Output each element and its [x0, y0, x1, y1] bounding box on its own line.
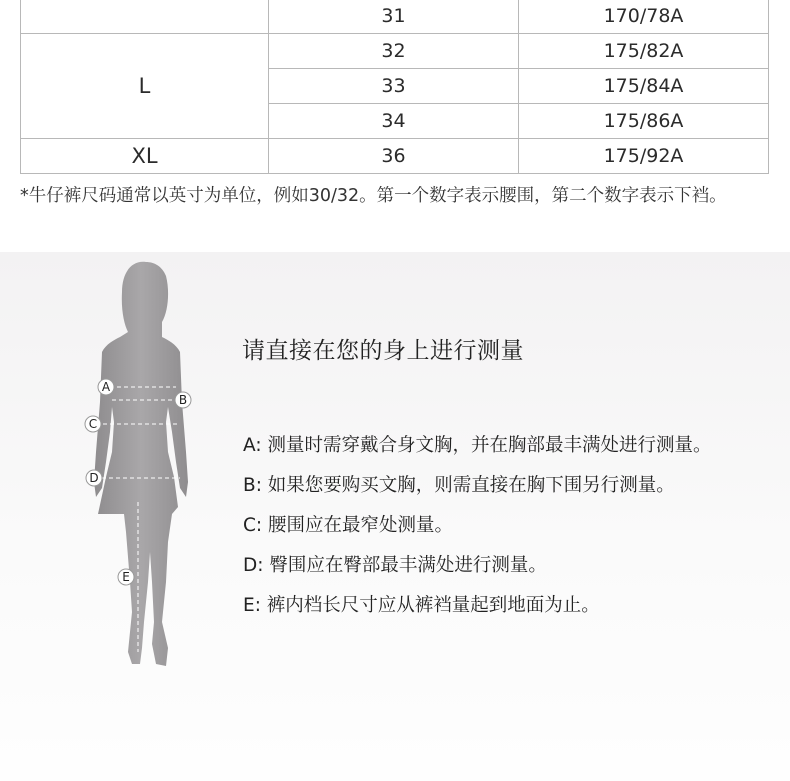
size-cell — [21, 0, 269, 34]
size-cell: L — [21, 34, 269, 139]
svg-text:B: B — [178, 393, 188, 407]
waist-cell: 31 — [269, 0, 519, 34]
size-table — [20, 0, 769, 174]
instruction-d: D: 臀围应在臀部最丰满处进行测量。 — [243, 555, 547, 576]
marker-d — [86, 470, 102, 486]
measurement-instructions — [243, 426, 711, 626]
marker-e — [118, 569, 134, 585]
guide-title: 请直接在您的身上进行测量 — [242, 338, 524, 364]
svg-text:A: A — [101, 380, 111, 394]
silhouette-head — [94, 262, 188, 666]
instruction-c: C: 腰围应在最窄处测量。 — [243, 515, 454, 536]
waist-cell: 34 — [269, 104, 519, 139]
table-row — [21, 34, 769, 69]
table-row — [21, 139, 769, 174]
body-silhouette-figure — [40, 252, 230, 692]
marker-a — [98, 379, 114, 395]
svg-text:D: D — [89, 471, 99, 485]
table-row — [21, 0, 769, 34]
marker-b — [175, 392, 191, 408]
marker-c — [85, 416, 101, 432]
height-cell: 175/82A — [519, 34, 769, 69]
svg-text:E: E — [122, 570, 130, 584]
svg-text:C: C — [88, 417, 98, 431]
height-cell: 175/84A — [519, 69, 769, 104]
height-cell: 170/78A — [519, 0, 769, 34]
instruction-e: E: 裤内档长尺寸应从裤裆量起到地面为止。 — [243, 595, 600, 616]
waist-cell: 33 — [269, 69, 519, 104]
measurement-guide-panel — [0, 252, 790, 781]
size-note: *牛仔裤尺码通常以英寸为单位，例如30/32。第一个数字表示腰围，第二个数字表示下裆。 — [20, 186, 727, 206]
height-cell: 175/86A — [519, 104, 769, 139]
instruction-a: A: 测量时需穿戴合身文胸，并在胸部最丰满处进行测量。 — [243, 435, 712, 456]
waist-cell: 32 — [269, 34, 519, 69]
instruction-b: B: 如果您要购买文胸，则需直接在胸下围另行测量。 — [243, 475, 675, 496]
waist-cell: 36 — [269, 139, 519, 174]
height-cell: 175/92A — [519, 139, 769, 174]
size-cell: XL — [21, 139, 269, 174]
